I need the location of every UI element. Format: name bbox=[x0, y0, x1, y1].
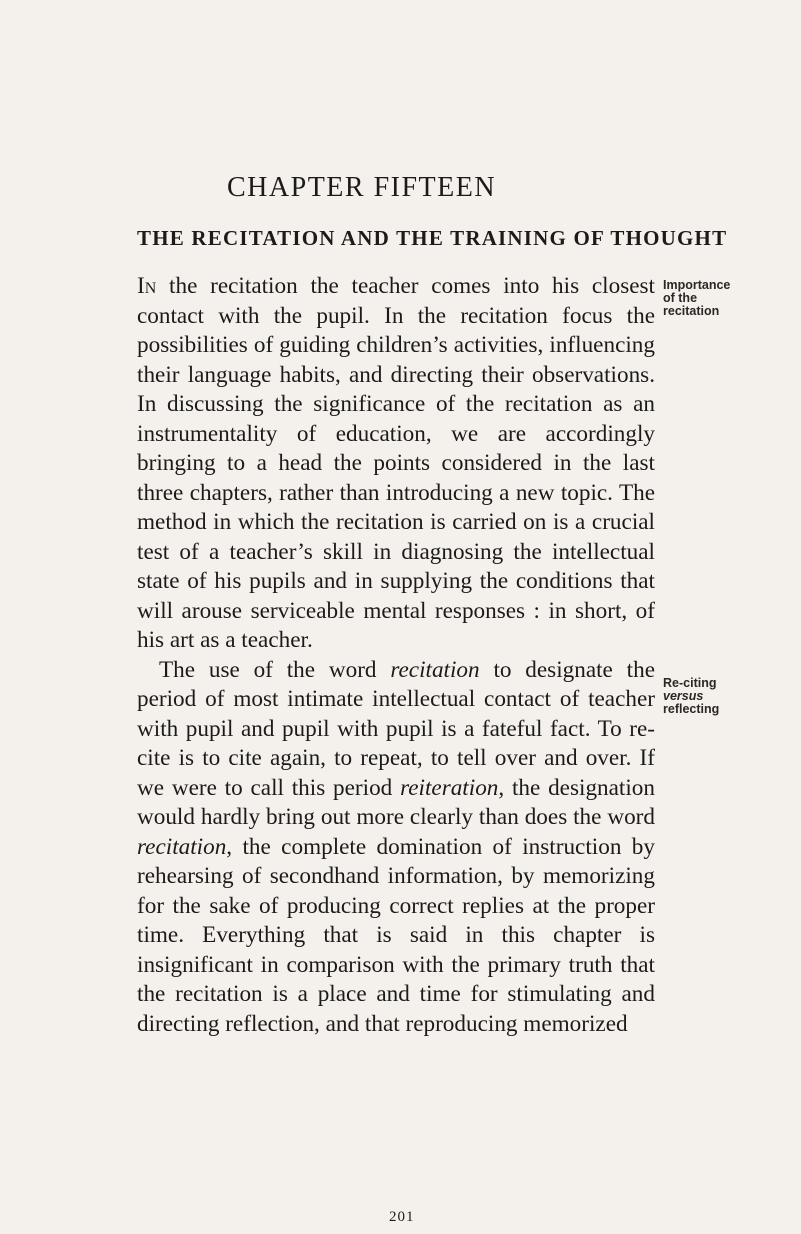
chapter-title: THE RECITATION AND THE TRAINING OF THOUGHT bbox=[137, 226, 728, 250]
paragraph-1 bbox=[137, 272, 655, 656]
margin-note-line: of the bbox=[663, 291, 698, 305]
chapter-number: CHAPTER FIFTEEN bbox=[227, 172, 497, 203]
margin-note-line: reflecting bbox=[663, 702, 720, 716]
margin-note-line: Importance bbox=[663, 278, 731, 292]
italic-term-recitation: recitation bbox=[390, 656, 480, 683]
page-number: 201 bbox=[389, 1209, 415, 1225]
italic-term-recitation-2: recitation bbox=[137, 833, 227, 860]
paragraph-2-text-1: The use of the word bbox=[159, 656, 391, 683]
margin-note-re-citing bbox=[663, 677, 719, 716]
italic-term-reiteration: reiteration bbox=[400, 774, 499, 801]
drop-word: In bbox=[137, 273, 157, 299]
margin-note-line: recitation bbox=[663, 304, 720, 318]
paragraph-1-text: the recitation the teacher comes into his closest contact with the pupil. In the recitation focus the possibilities of guiding children’s activities, influencing their language habits, and directing their observations. In discussing the significance of the recitation as an instrumentality of education, we are accordingly bringing to a head the points considered in the last three chapters, rather than introducing a new topic. The method in which the recitation is carried on is a crucial test of a teacher’s skill in diagnosing the intellectual state of his pupils and in supplying the conditions that will arouse serviceable mental responses : in short, of his art as a teacher. bbox=[137, 273, 655, 653]
margin-note-line: Re-citing bbox=[663, 676, 717, 690]
margin-note-line: versus bbox=[663, 689, 704, 703]
margin-note-importance bbox=[663, 279, 730, 318]
paragraph-2-text-4: , the complete domination of instruction by rehearsing of secondhand information, by memorizing for the sake of producing correct replies at the proper time. Everything that is said in this chapter is insignificant in comparison with the primary truth that the recitation is a place and time for stimulating and directing reflection, and that reproducing memorized bbox=[137, 833, 655, 1037]
paragraph-2 bbox=[137, 656, 655, 1040]
paragraph-2-text-2: to designate the period of most intimate intellectual contact of teacher with pupil and pupil with pupil is a fateful fact. To re-cite is to cite again, to repeat, to tell over and over. If we were to call this period bbox=[137, 656, 655, 801]
body-text bbox=[137, 272, 655, 1039]
paragraph-2-text-3: , the designation would hardly bring out more clearly than does the word bbox=[137, 774, 655, 830]
